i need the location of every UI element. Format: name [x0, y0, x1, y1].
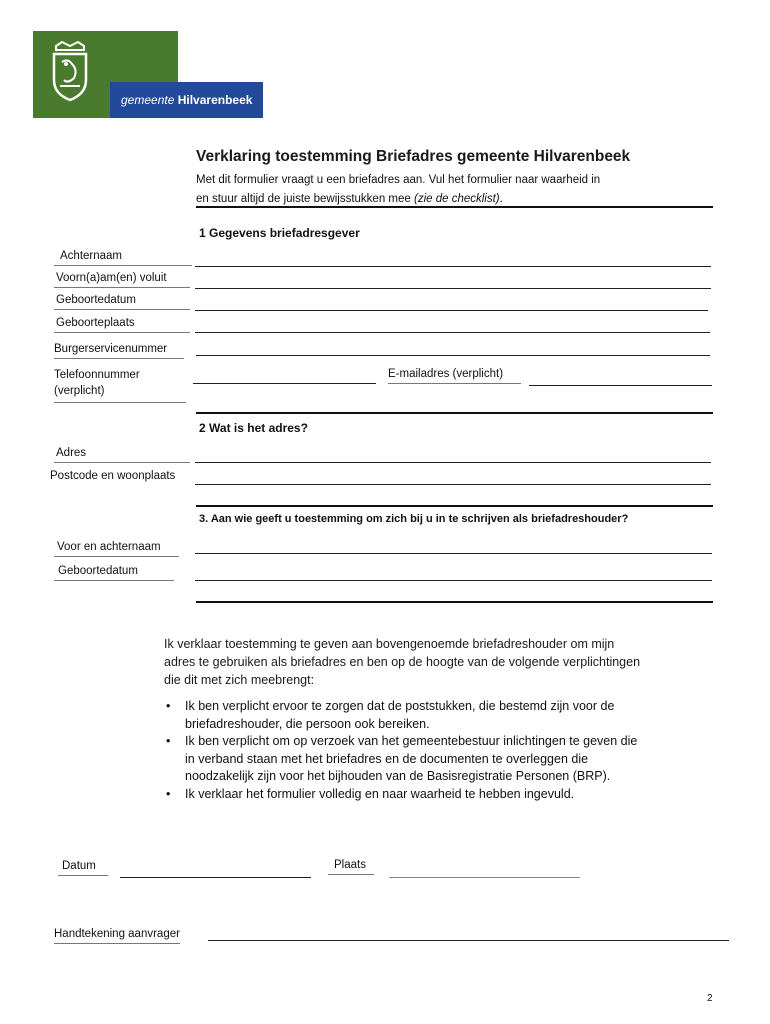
label-voornamen: Voorn(a)am(en) voluit: [54, 272, 190, 288]
section-1-divider: [196, 412, 713, 414]
field-postcode[interactable]: [195, 484, 711, 485]
declaration-line: die dit met zich meebrengt:: [164, 673, 315, 687]
intro-line-1: Met dit formulier vraagt u een briefadres aan. Vul het formulier naar waarheid in: [196, 174, 601, 186]
label-plaats: Plaats: [328, 859, 374, 875]
declaration-line: Ik verklaar toestemming te geven aan bovengenoemde briefadreshouder om mijn: [164, 637, 615, 651]
field-telefoon[interactable]: [193, 383, 376, 384]
label-datum: Datum: [58, 860, 108, 876]
section-3-heading: 3. Aan wie geeft u toestemming om zich bij u in te schrijven als briefadreshouder?: [199, 513, 629, 525]
field-voornamen[interactable]: [195, 288, 711, 289]
label-adres: Adres: [54, 447, 190, 463]
intro-end: .: [499, 193, 503, 205]
intro-text: en stuur altijd de juiste bewijsstukken mee: [196, 193, 414, 205]
logo-prefix: gemeente: [121, 93, 175, 107]
field-bsn[interactable]: [196, 355, 710, 356]
field-email[interactable]: [529, 385, 712, 386]
crest-icon: [48, 40, 92, 104]
obligations-list: [164, 698, 724, 803]
page-number: 2: [707, 993, 713, 1004]
logo-name: Hilvarenbeek: [177, 93, 253, 107]
field-plaats[interactable]: [389, 877, 580, 878]
obligation-line: • Ik ben verplicht ervoor te zorgen dat de poststukken, die bestemd zijn voor de: [185, 699, 615, 713]
label-telefoon: [54, 367, 186, 403]
section-2-heading: 2 Wat is het adres?: [199, 421, 308, 435]
field-adres[interactable]: [195, 462, 711, 463]
label-geboorteplaats: Geboorteplaats: [54, 317, 190, 333]
label-achternaam: Achternaam: [54, 250, 192, 266]
label-telefoon-line-1: Telefoonnummer: [54, 369, 140, 381]
label-postcode: Postcode en woonplaats: [50, 470, 176, 482]
declaration-line: adres te gebruiken als briefadres en ben op de hoogte van de volgende verplichtingen: [164, 655, 641, 669]
obligation-line: • Ik verklaar het formulier volledig en naar waarheid te hebben ingevuld.: [185, 786, 575, 801]
header-divider: [196, 206, 713, 208]
label-handtekening: Handtekening aanvrager: [54, 928, 180, 944]
label-telefoon-line-2: (verplicht): [54, 385, 105, 397]
intro-checklist-ref: (zie de checklist): [413, 193, 500, 205]
section-1-heading: 1 Gegevens briefadresgever: [199, 226, 360, 240]
label-bsn: Burgerservicenummer: [54, 343, 184, 359]
field-geboortedatum[interactable]: [195, 310, 708, 311]
label-houder-geboortedatum: Geboortedatum: [54, 565, 174, 581]
form-intro: [196, 171, 600, 209]
field-datum[interactable]: [120, 877, 311, 878]
label-geboortedatum: Geboortedatum: [54, 294, 190, 310]
logo-municipality: [110, 82, 263, 118]
obligation-line: noodzakelijk zijn voor het bijhouden van de Basisregistratie Personen (BRP).: [185, 769, 611, 783]
section-3-divider: [196, 601, 713, 603]
section-2-divider: [196, 505, 713, 507]
obligation-line: • Ik ben verplicht om op verzoek van het gemeentebestuur inlichtingen te geven die: [185, 734, 638, 748]
obligation-item: [164, 733, 724, 786]
field-voor-en-achternaam[interactable]: [195, 553, 712, 554]
field-geboorteplaats[interactable]: [195, 332, 710, 333]
field-houder-geboortedatum[interactable]: [195, 580, 712, 581]
obligation-item: [164, 786, 724, 804]
label-voor-en-achternaam: Voor en achternaam: [54, 541, 179, 557]
field-handtekening[interactable]: [208, 940, 729, 941]
field-achternaam[interactable]: [195, 266, 711, 267]
obligation-item: [164, 698, 724, 733]
form-title: Verklaring toestemming Briefadres gemeente Hilvarenbeek: [196, 148, 631, 165]
obligation-line: briefadreshouder, die persoon ook bereiken.: [185, 716, 430, 731]
label-email: E-mailadres (verplicht): [388, 368, 521, 384]
declaration-paragraph: [164, 635, 640, 689]
obligation-line: in verband staan met het briefadres en de documenten te overleggen die: [185, 751, 589, 766]
